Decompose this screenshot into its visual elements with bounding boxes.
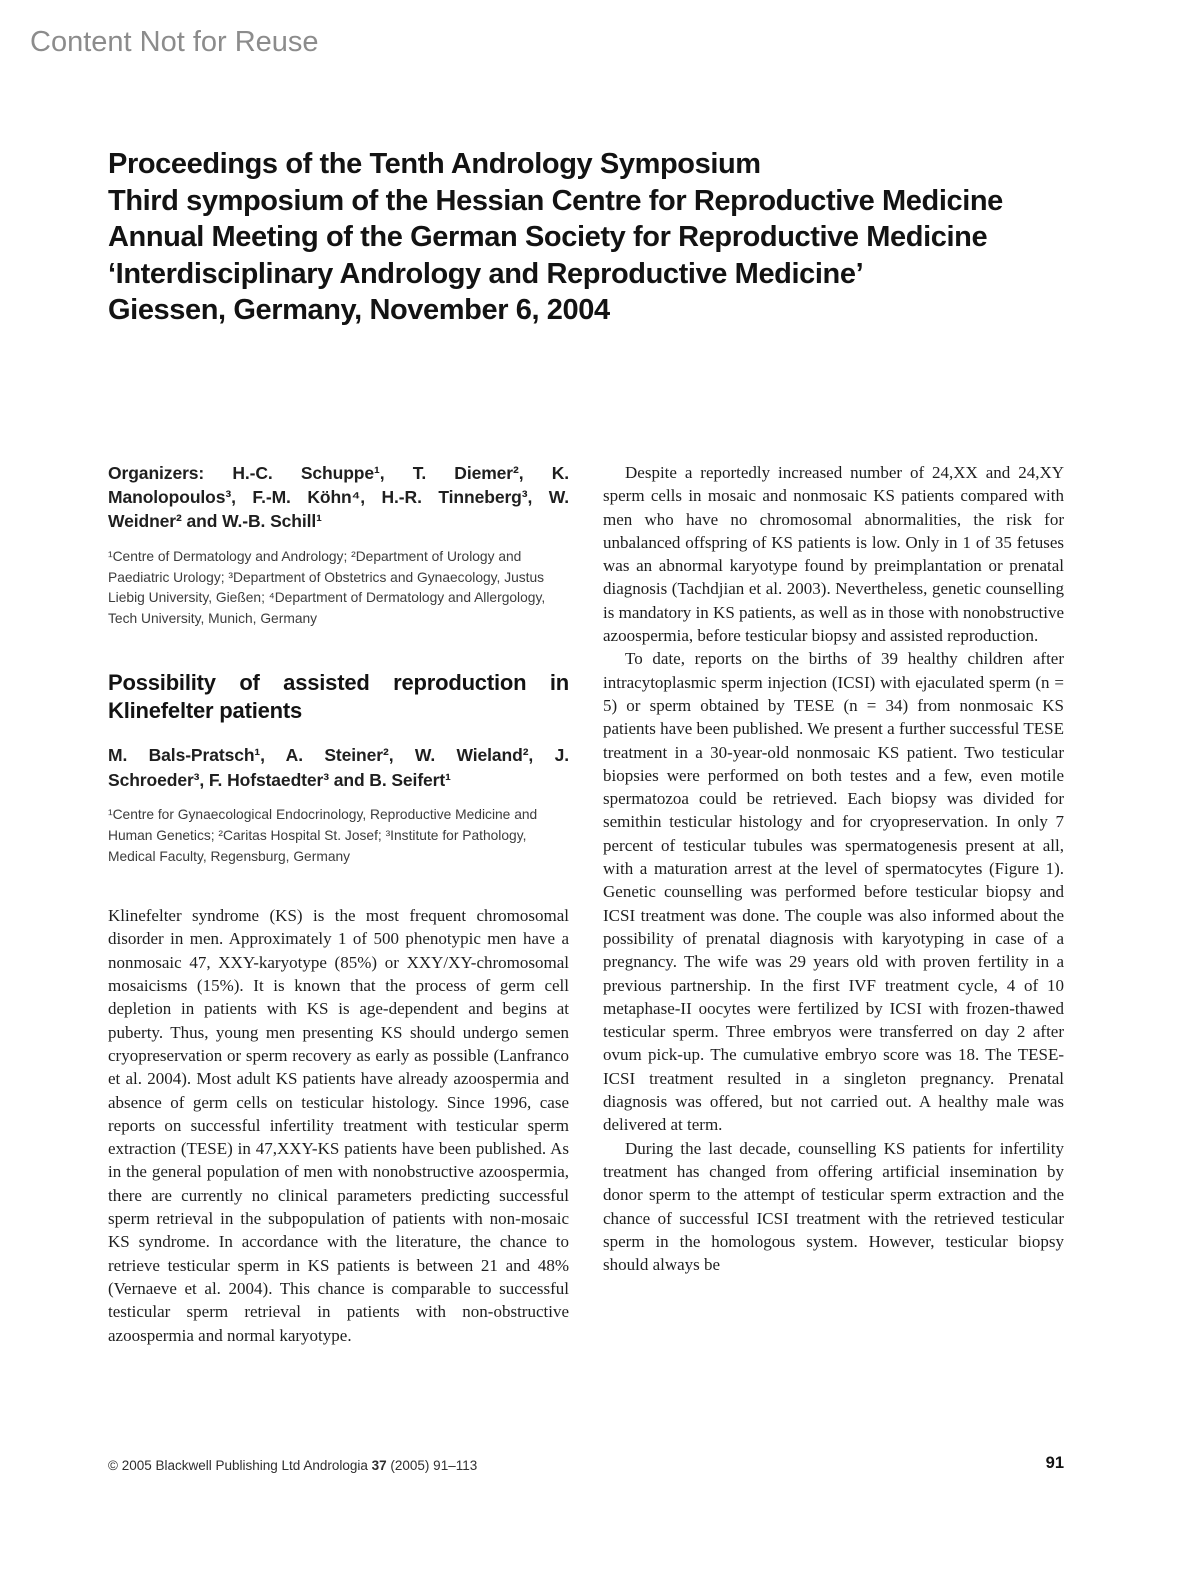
title-line: Giessen, Germany, November 6, 2004 (108, 294, 610, 327)
organizers-line: Organizers: H.-C. Schuppe¹, T. Diemer², K. Manolopoulos³, F.-M. Köhn⁴, H.-R. Tinneberg³, W. Weidner² and W.-B. Schill¹ (108, 463, 569, 531)
abstract-paragraph: Klinefelter syndrome (KS) is the most frequent chromosomal disorder in men. Approximately 1 of 500 phenotypic men have a nonmosaic 47, XXY-karyotype (85%) or XXY/XY-chromosomal mosaicisms (15%). It is known that the process of germ cell depletion in patients with KS is age-dependent and begins at puberty. Thus, young men presenting KS should undergo semen cryopreservation or sperm recovery as early as possible (Lanfranco et al. 2004). Most adult KS patients have already azoospermia and absence of germ cells on testicular histology. Since 1996, case reports on successful infertility treatment with testicular sperm extraction (TESE) in 47,XXY-KS patients have been published. As in the general population of men with nonobstructive azoospermia, there are currently no clinical parameters predicting successful sperm retrieval in the subpopulation of patients with non-mosaic KS syndrome. In accordance with the literature, the chance to retrieve testicular sperm in KS patients is between 21 and 48% (Vernaeve et al. 2004). This chance is comparable to successful testicular sperm retrieval in patients with non-obstructive azoospermia and normal karyotype. (108, 906, 569, 1345)
page-number: 91 (1045, 1454, 1064, 1472)
abstract-paragraph: During the last decade, counselling KS patients for infertility treatment has changed from offering artificial insemination by donor sperm to the attempt of testicular sperm extraction and the chance of successful ICSI treatment with the retrieved testicular sperm in the homologous system. However, testicular biopsy should always be (603, 1138, 1064, 1275)
title-line: Annual Meeting of the German Society for Reproductive Medicine (108, 221, 988, 254)
organizer-affiliations: ¹Centre of Dermatology and Andrology; ²Department of Urology and Paediatric Urology; ³Department of Obstetrics and Gynaecology, Justus Liebig University, Gießen; ⁴Department of Dermatology and Allergology, Tech University, Munich, Germany (108, 549, 546, 626)
watermark: Content Not for Reuse (30, 26, 319, 58)
left-column (108, 461, 569, 1347)
abstract-authors: M. Bals-Pratsch¹, A. Steiner², W. Wieland², J. Schroeder³, F. Hofstaedter³ and B. Seifert¹ (108, 745, 569, 790)
abstract-paragraph: To date, reports on the births of 39 healthy children after intracytoplasmic sperm injection (ICSI) with ejaculated sperm (n = 5) or sperm obtained by TESE (n = 34) from nonmosaic KS patients have been published. We present a further successful TESE treatment in a 30-year-old nonmosaic KS patient. Two testicular biopsies were performed on both testes and a few, even motile spermatozoa could be retrieved. Each biopsy was divided for semithin testicular histology and for cryopreservation. In only 7 percent of testicular tubules was spermatogenesis present at all, with a maturation arrest at the level of spermatocytes (Figure 1). Genetic counselling was performed before testicular biopsy and ICSI treatment was done. The couple was also informed about the possibility of prenatal diagnosis with karyotyping in case of a pregnancy. The wife was 29 years old with proven fertility in a previous partnership. In the first IVF treatment cycle, 4 of 10 metaphase-II oocytes were fertilized by ICSI with frozen-thawed testicular sperm. Three embryos were transferred on day 2 after ovum pick-up. The cumulative embryo score was 18. The TESE-ICSI treatment resulted in a singleton pregnancy. Prenatal diagnosis was offered, but not carried out. A healthy male was delivered at term. (603, 649, 1064, 1135)
abstract-paragraph: Despite a reportedly increased number of 24,XX and 24,XY sperm cells in mosaic and nonmosaic KS patients compared with men who have no chromosomal abnormalities, the risk for unbalanced offspring of KS patients is low. Only in 1 of 35 fetuses was an abnormal karyotype found by preimplantation or prenatal diagnosis (Tachdjian et al. 2003). Nevertheless, genetic counselling is mandatory in KS patients, as well as in those with nonobstructive azoospermia, before testicular biopsy and assisted reproduction. (603, 463, 1064, 646)
abstract-affiliations: ¹Centre for Gynaecological Endocrinology, Reproductive Medicine and Human Genetics; ²Caritas Hospital St. Josef; ³Institute for Pathology, Medical Faculty, Regensburg, Germany (108, 807, 538, 864)
title-line: ‘Interdisciplinary Andrology and Reproductive Medicine’ (108, 257, 864, 290)
title-line: Proceedings of the Tenth Andrology Symposium (108, 148, 761, 180)
two-column-body (108, 461, 1064, 1347)
article-title (108, 146, 1036, 329)
journal-volume: 37 (371, 1458, 387, 1473)
right-column (603, 461, 1064, 1347)
title-line: Third symposium of the Hessian Centre for Reproductive Medicine (108, 184, 1003, 217)
abstract-title: Possibility of assisted reproduction in Klinefelter patients (108, 670, 569, 723)
copyright-pages: (2005) 91–113 (386, 1458, 478, 1473)
copyright-text: © 2005 Blackwell Publishing Ltd Andrologia (108, 1458, 372, 1473)
